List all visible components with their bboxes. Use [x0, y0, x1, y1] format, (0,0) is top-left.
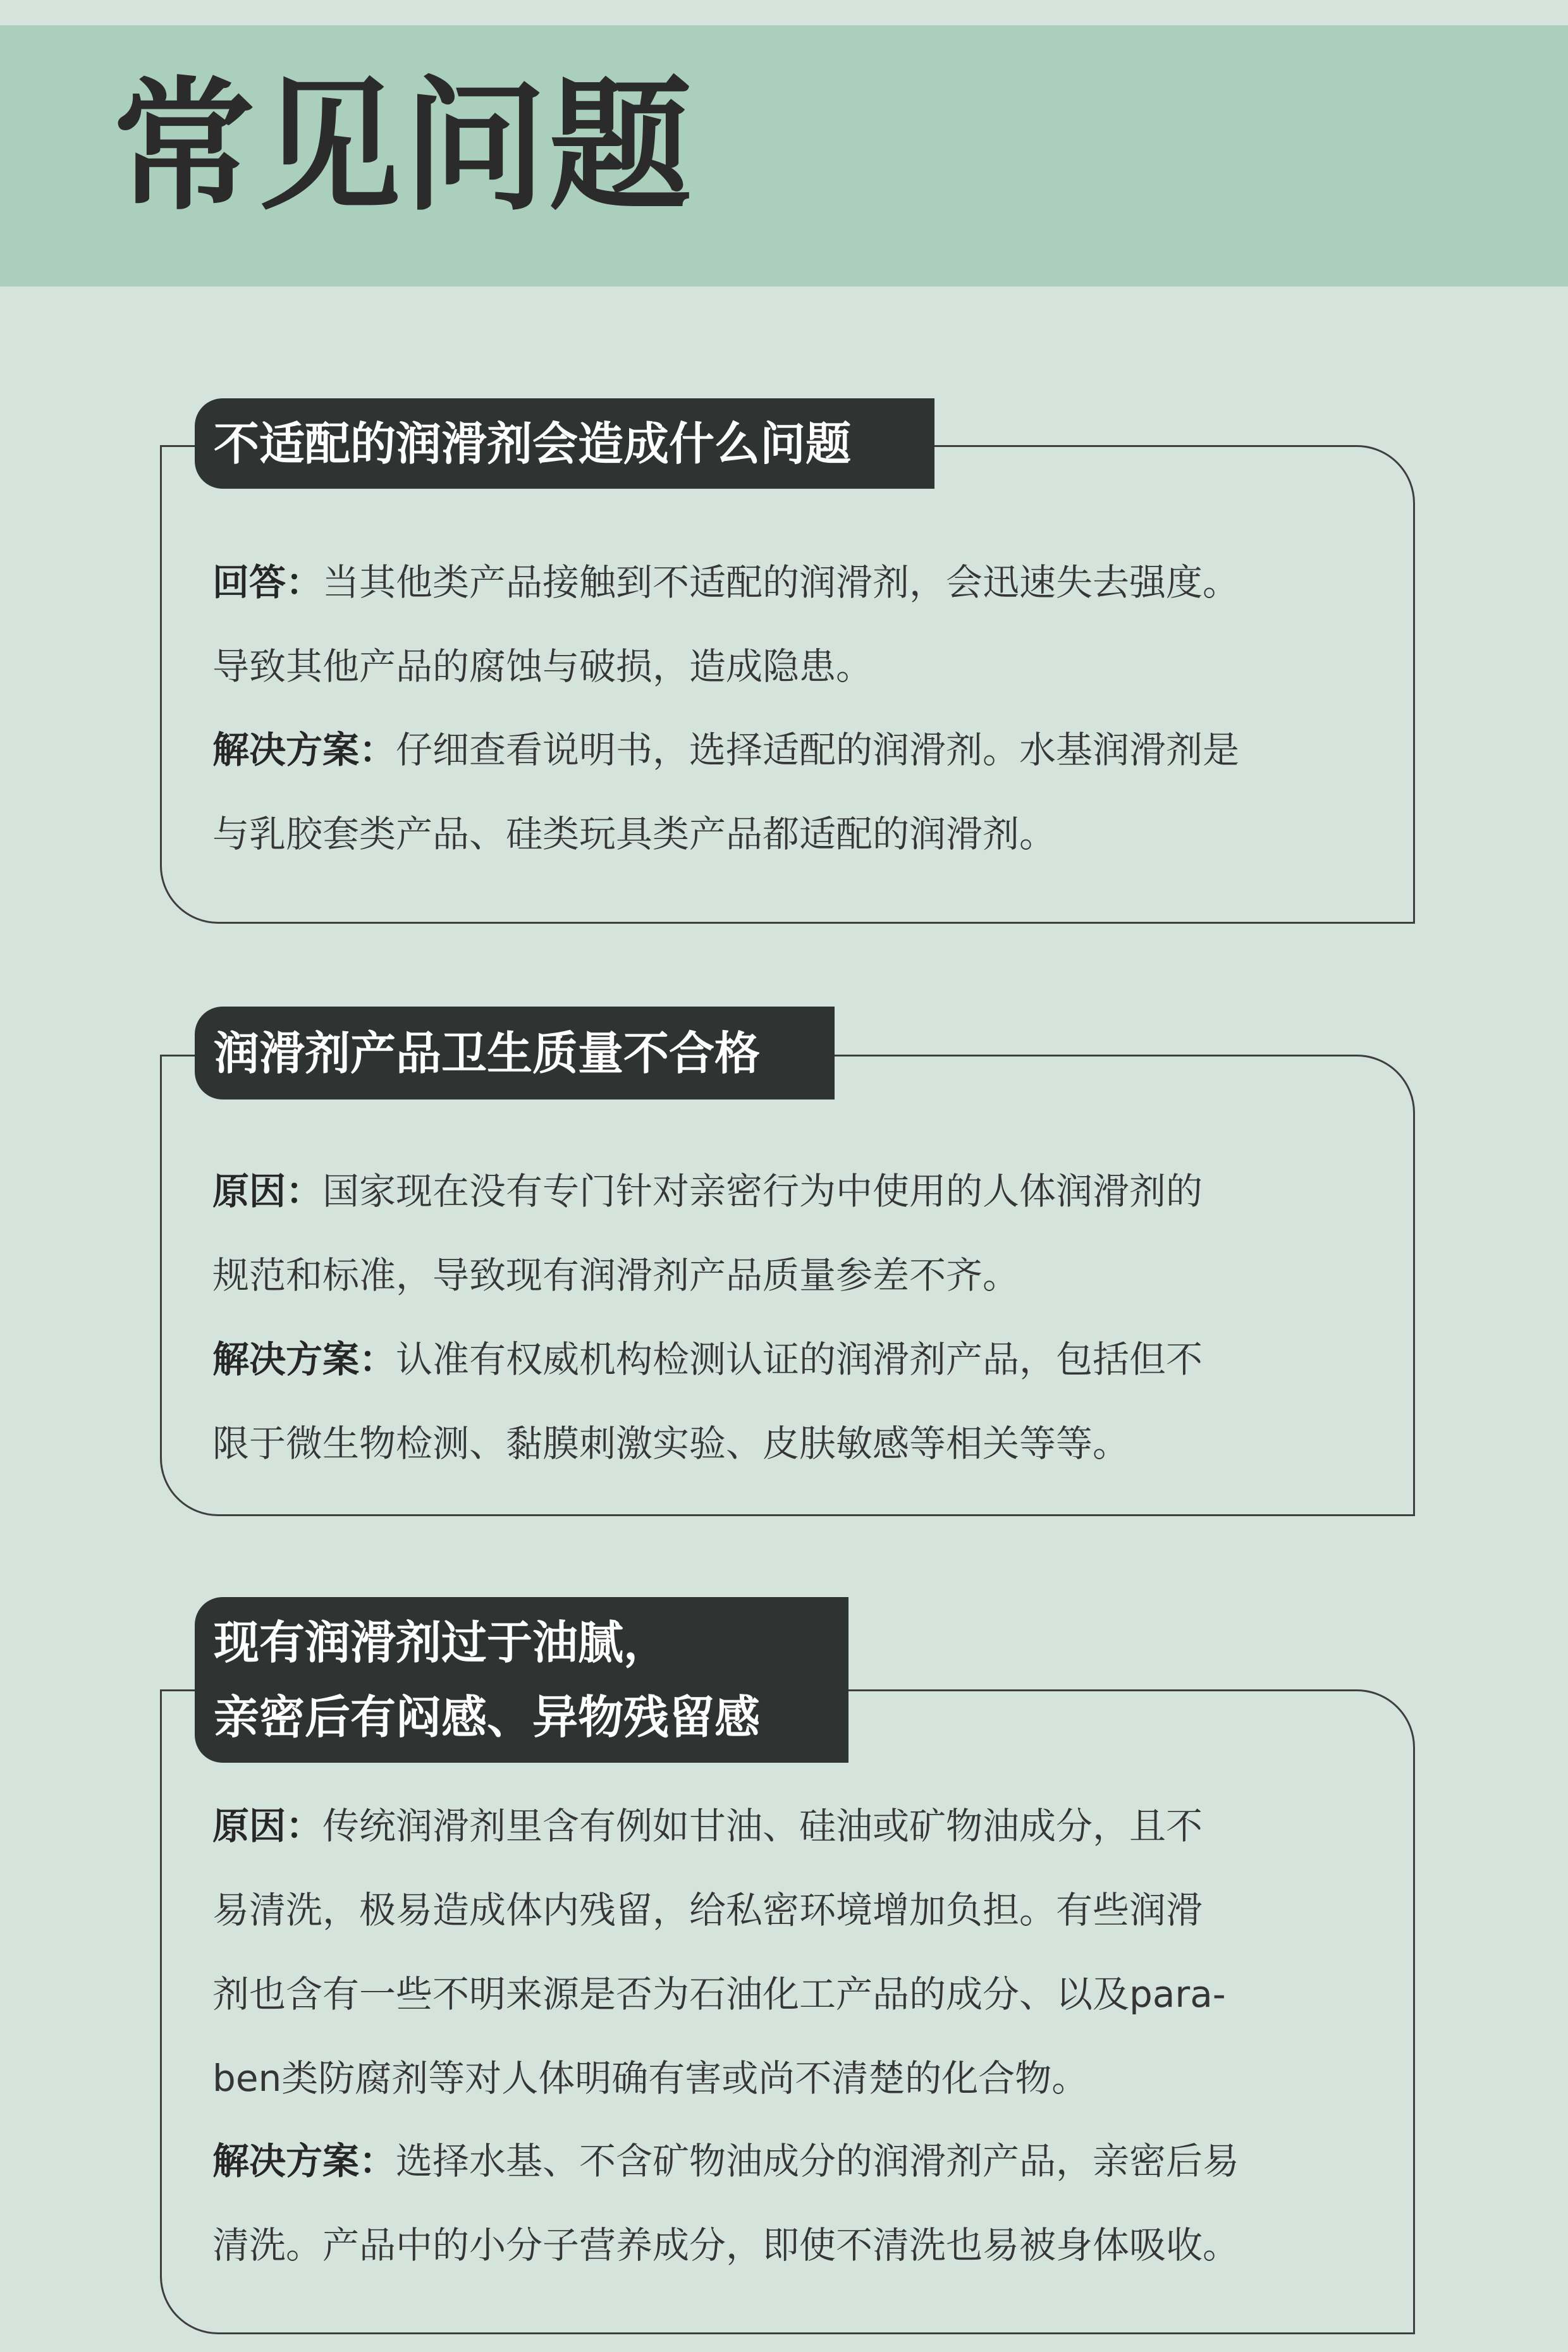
faq-answer-3 — [212, 1784, 1407, 2121]
faq-question-line: 亲密后有闷感、异物残留感 — [214, 1691, 761, 1744]
faq-question-2 — [195, 1007, 835, 1099]
faq-answer-line: 规范和标准，导致现有润滑剂产品质量参差不齐。 — [212, 1254, 1020, 1297]
faq-answer-2 — [212, 1149, 1407, 1318]
faq-answer-line: 剂也含有一些不明来源是否为石油化工产品的成分、以及para- — [212, 1973, 1226, 2016]
faq-answer-line — [212, 541, 1407, 625]
solution-label: 解决方案： — [212, 2140, 396, 2183]
faq-solution-line: 与乳胶套类产品、硅类玩具类产品都适配的润滑剂。 — [212, 812, 1057, 855]
faq-question-text: 不适配的润滑剂会造成什么问题 — [214, 417, 852, 470]
faq-answer-line: ben类防腐剂等对人体明确有害或尚不清楚的化合物。 — [212, 2057, 1089, 2100]
faq-solution-line — [212, 708, 1407, 792]
answer-text: 国家现在没有专门针对亲密行为中使用的人体润滑剂的 — [322, 1170, 1203, 1213]
faq-question-text: 润滑剂产品卫生质量不合格 — [214, 1026, 761, 1080]
faq-solution-2 — [212, 1318, 1407, 1486]
faq-question-line: 现有润滑剂过于油腻， — [214, 1616, 670, 1669]
solution-label: 解决方案： — [212, 1338, 396, 1381]
faq-question-1 — [195, 398, 934, 489]
top-strip — [0, 0, 1568, 25]
faq-solution-1 — [212, 708, 1407, 876]
faq-answer-line — [212, 1784, 1407, 1868]
faq-answer-line: 导致其他产品的腐蚀与破损，造成隐患。 — [212, 645, 873, 688]
faq-solution-line — [212, 2119, 1407, 2203]
answer-text: 传统润滑剂里含有例如甘油、硅油或矿物油成分，且不 — [322, 1804, 1203, 1847]
faq-answer-1 — [212, 541, 1407, 709]
faq-solution-line — [212, 1318, 1407, 1402]
faq-question-3 — [195, 1597, 848, 1763]
answer-label: 原因： — [212, 1804, 323, 1847]
faq-solution-line: 清洗。产品中的小分子营养成分，即使不清洗也易被身体吸收。 — [212, 2224, 1240, 2267]
solution-text: 仔细查看说明书，选择适配的润滑剂。水基润滑剂是 — [396, 728, 1240, 771]
solution-label: 解决方案： — [212, 728, 396, 771]
answer-text: 当其他类产品接触到不适配的润滑剂，会迅速失去强度。 — [322, 561, 1240, 604]
faq-answer-line — [212, 1149, 1407, 1234]
answer-label: 回答： — [212, 561, 323, 604]
answer-label: 原因： — [212, 1170, 323, 1213]
solution-text: 选择水基、不含矿物油成分的润滑剂产品，亲密后易 — [396, 2140, 1240, 2183]
faq-solution-line: 限于微生物检测、黏膜刺激实验、皮肤敏感等相关等等。 — [212, 1422, 1130, 1465]
solution-text: 认准有权威机构检测认证的润滑剂产品，包括但不 — [396, 1338, 1203, 1381]
page-title: 常见问题 — [113, 64, 695, 230]
faq-answer-line: 易清洗，极易造成体内残留，给私密环境增加负担。有些润滑 — [212, 1889, 1203, 1932]
faq-solution-3 — [212, 2119, 1407, 2288]
